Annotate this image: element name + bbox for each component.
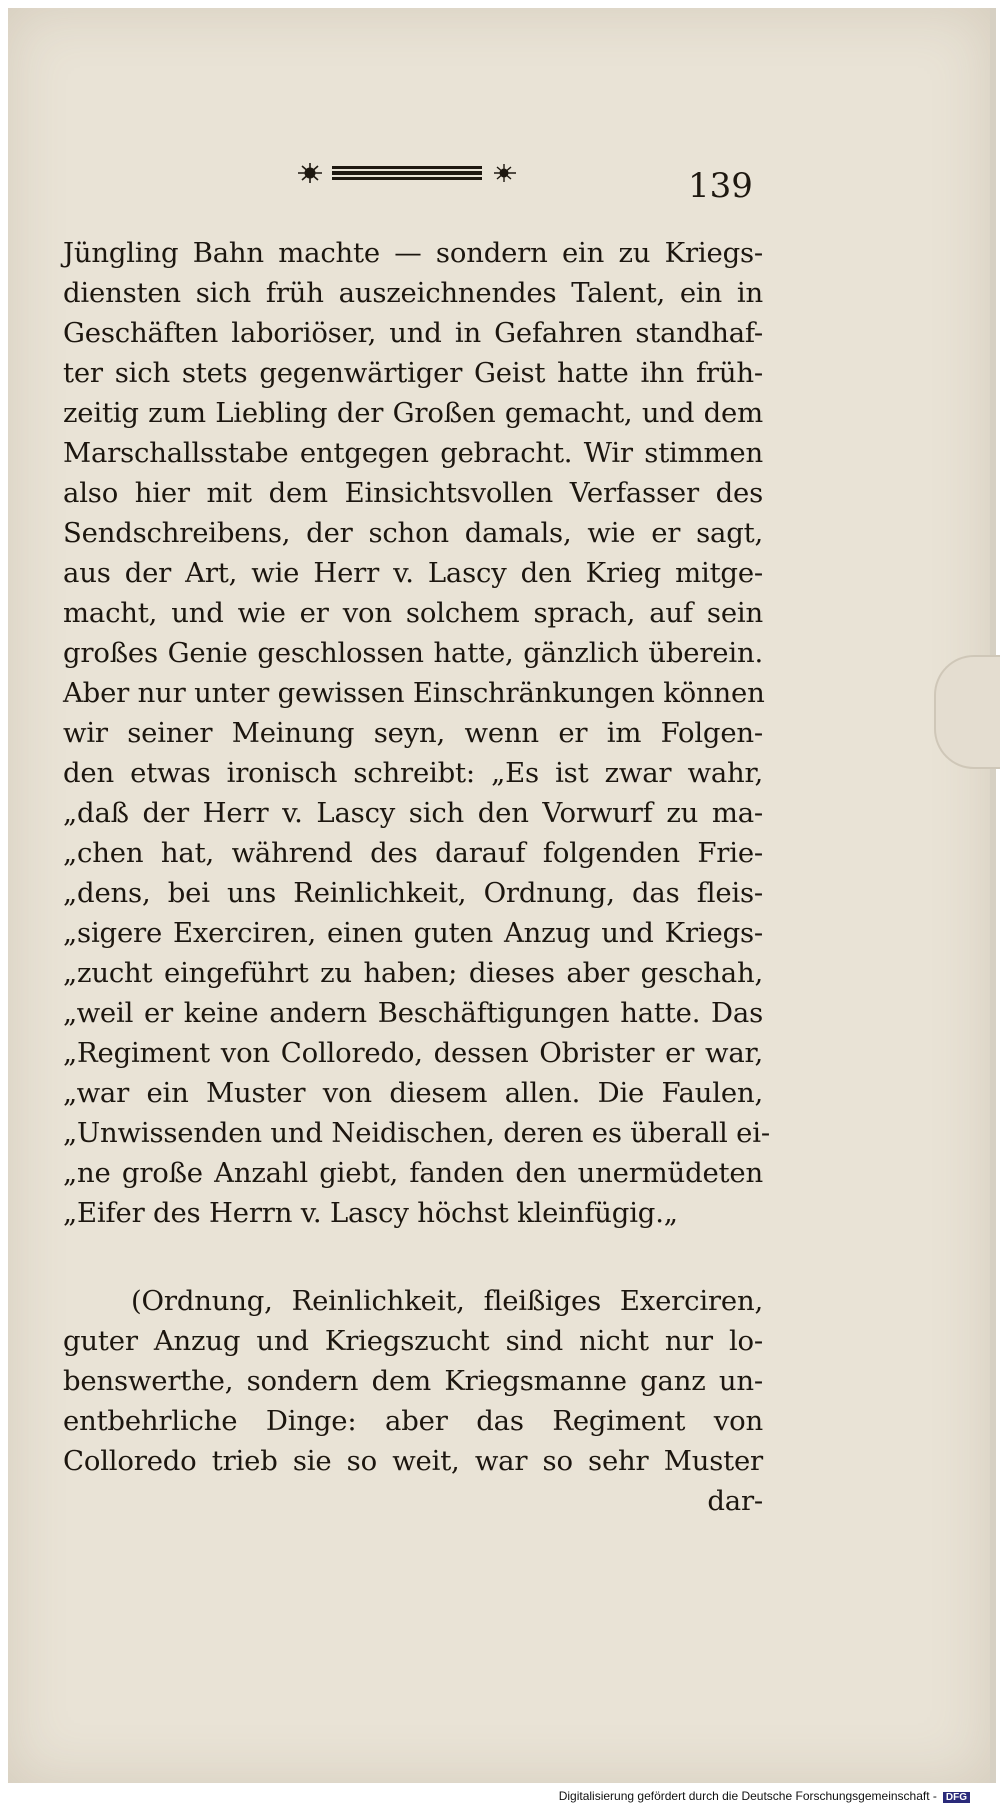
text-line: „ne große Anzahl giebt, fanden den unermüdeten (63, 1157, 763, 1189)
text-line: aus der Art, wie Herr v. Lascy den Krieg mitge- (63, 557, 763, 589)
text-line: (Ordnung, Reinlichkeit, fleißiges Exerciren, (131, 1285, 763, 1317)
text-line: „sigere Exerciren, einen guten Anzug und Kriegs- (63, 917, 763, 949)
text-line: Marschallsstabe entgegen gebracht. Wir stimmen (63, 437, 763, 469)
text-line: den etwas ironisch schreibt: „Es ist zwar wahr, (63, 757, 763, 789)
text-line: großes Genie geschlossen hatte, gänzlich überein. (63, 637, 763, 669)
text-line: „war ein Muster von diesem allen. Die Faulen, (63, 1077, 763, 1109)
text-line: „chen hat, während des darauf folgenden Frie- (63, 837, 763, 869)
text-line: „Regiment von Colloredo, dessen Obrister er war, (63, 1037, 763, 1069)
text-line: Aber nur unter gewissen Einschränkungen können (63, 677, 765, 709)
text-line: diensten sich früh auszeichnendes Talent, ein in (63, 277, 763, 309)
digitization-credit (559, 1789, 970, 1803)
text-line: „zucht eingeführt zu haben; dieses aber geschah, (63, 957, 763, 989)
credit-text: Digitalisierung gefördert durch die Deutsche Forschungsgemeinschaft - (558, 1789, 937, 1803)
text-line: „Eifer des Herrn v. Lascy höchst kleinfügig.„ (63, 1197, 678, 1229)
text-line: Geschäften laboriöser, und in Gefahren standhaf- (63, 317, 763, 349)
text-line: „Unwissenden und Neidischen, deren es überall ei- (63, 1117, 770, 1149)
text-line: „dens, bei uns Reinlichkeit, Ordnung, das fleis- (63, 877, 763, 909)
catchword: dar- (707, 1485, 763, 1517)
text-line: Colloredo trieb sie so weit, war so sehr Muster (63, 1445, 763, 1477)
text-line: benswerthe, sondern dem Kriegsmanne ganz un- (63, 1365, 763, 1397)
paragraph-2 (63, 1281, 763, 1481)
text-line: entbehrliche Dinge: aber das Regiment von (63, 1405, 763, 1437)
dfg-logo: DFG (943, 1792, 970, 1803)
text-line: ter sich stets gegenwärtiger Geist hatte ihn früh- (63, 357, 763, 389)
text-line: macht, und wie er von solchem sprach, auf sein (63, 597, 763, 629)
text-line: Jüngling Bahn machte — sondern ein zu Kriegs- (63, 237, 763, 269)
body-text (63, 233, 770, 1521)
header-ornament (288, 158, 528, 188)
text-line: also hier mit dem Einsichtsvollen Verfasser des (63, 477, 763, 509)
text-line: zeitig zum Liebling der Großen gemacht, und dem (63, 397, 763, 429)
text-line: wir seiner Meinung seyn, wenn er im Folgen- (63, 717, 763, 749)
paragraph-1 (63, 233, 770, 1233)
paragraph-gap (63, 1233, 763, 1281)
page-edge-tab (934, 655, 1000, 769)
book-page (8, 8, 996, 1783)
text-line: guter Anzug und Kriegszucht sind nicht nur lo- (63, 1325, 763, 1357)
page-number: 139 (688, 166, 753, 206)
text-line: „daß der Herr v. Lascy sich den Vorwurf zu ma- (63, 797, 763, 829)
text-line: „weil er keine andern Beschäftigungen hatte. Das (63, 997, 763, 1029)
text-line: Sendschreibens, der schon damals, wie er sagt, (63, 517, 763, 549)
